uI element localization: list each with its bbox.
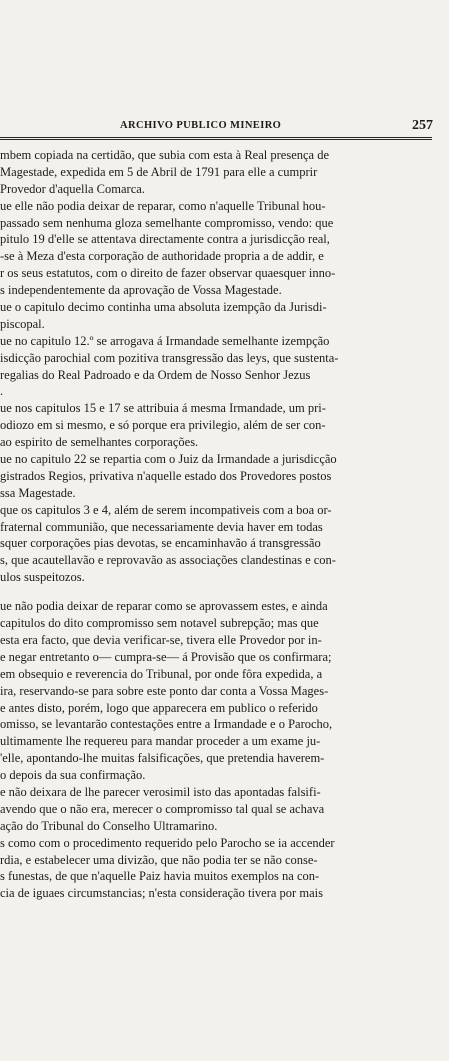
text-line: ao espirito de semelhantes corporações. xyxy=(0,435,199,450)
body-text xyxy=(0,147,440,902)
text-line: avendo que o não era, merecer o compromisso tal qual se achava xyxy=(0,801,325,816)
paragraph xyxy=(0,598,440,699)
text-line: odiozo em si mesmo, e só porque era privilegio, além de ser con- xyxy=(0,418,326,433)
text-line: rdia, e estabelecer uma divizão, que não podia ter se não conse- xyxy=(0,852,318,867)
page-number: 257 xyxy=(412,118,433,133)
paragraph-gap xyxy=(0,586,440,598)
text-line: mbem copiada na certidão, que subia com esta à Real presença de xyxy=(0,148,330,162)
text-line: r os seus estatutos, com o direito de fazer observar quaesquer inno- xyxy=(0,266,336,281)
text-line: s independentemente da aprovação de Vossa Magestade. xyxy=(0,283,282,298)
paragraph xyxy=(0,784,440,835)
text-line: squer corporações pias devotas, se encaminhavão á transgressão xyxy=(0,536,321,551)
text-line: ue no capitulo 22 se repartia com o Juiz da Irmandade a jurisdicção xyxy=(0,452,337,467)
paragraph xyxy=(0,299,440,333)
text-line: ue no capitulo 12.º se arrogava á Irmandade semelhante izempção xyxy=(0,333,330,348)
text-line: ultimamente lhe requereu para mandar proceder a um exame ju- xyxy=(0,734,321,749)
text-line: ulos suspeitozos. xyxy=(0,570,85,585)
text-line: e antes disto, porém, logo que apparecera em publico o referido xyxy=(0,700,318,715)
text-line: -se à Meza d'esta corporação de authoridade propria a de addir, e xyxy=(0,249,324,264)
paragraph xyxy=(0,198,440,299)
text-line: esta era facto, que devia verificar-se, tivera elle Provedor por in- xyxy=(0,632,322,647)
text-line: isdicção parochial com pozitiva transgressão das leys, que sustenta- xyxy=(0,350,339,365)
text-line: s como com o procedimento requerido pelo Parocho se ia accender xyxy=(0,835,335,850)
text-line: em obsequio e reverencia do Tribunal, por onde fôra expedida, a xyxy=(0,666,323,681)
paragraph xyxy=(0,400,440,451)
text-line: ue elle não podia deixar de reparar, como n'aquelle Tribunal hou- xyxy=(0,198,326,213)
paragraph xyxy=(0,333,440,401)
text-line: Magestade, expedida em 5 de Abril de 1791 para elle a cumprir xyxy=(0,164,318,179)
text-line: . xyxy=(0,384,4,399)
text-line: ação do Tribunal do Conselho Ultramarino. xyxy=(0,818,218,833)
text-line: piscopal. xyxy=(0,316,45,331)
text-line: s funestas, de que n'aquelle Paiz havia muitos exemplos na con- xyxy=(0,869,320,884)
text-line: capitulos do dito compromisso sem notavel subrepção; mas que xyxy=(0,616,319,631)
paragraph xyxy=(0,451,440,502)
text-line: pitulo 19 d'elle se attentava directamente contra a jurisdicção real, xyxy=(0,232,330,247)
text-line: ue o capitulo decimo continha uma absoluta izempção da Jurisdi- xyxy=(0,300,327,315)
text-line: ue nos capitulos 15 e 17 se attribuia á mesma Irmandade, um pri- xyxy=(0,401,326,416)
text-line: s, que acautellavão e reprovavão as associações clandestinas e con- xyxy=(0,553,336,568)
text-line: e negar entretanto o— cumpra-se— á Provisão que os confirmara; xyxy=(0,649,332,664)
header-rule xyxy=(0,137,432,140)
text-line: regalias do Real Padroado e da Ordem de Nosso Senhor Jezus xyxy=(0,367,311,382)
text-line: que os capitulos 3 e 4, além de serem incompativeis com a boa or- xyxy=(0,502,332,517)
text-line: 'elle, apontando-lhe muitas falsificações, que pretendia haverem- xyxy=(0,751,325,766)
paragraph xyxy=(0,502,440,586)
text-line: cia de iguaes circumstancias; n'esta consideração tivera por mais xyxy=(0,886,323,901)
text-line: ssa Magestade. xyxy=(0,485,76,500)
paragraph xyxy=(0,700,440,784)
running-title: ARCHIVO PUBLICO MINEIRO xyxy=(120,120,282,131)
paragraph xyxy=(0,835,440,903)
text-line: omisso, se levantarão contestações entre a Irmandade e o Parocho, xyxy=(0,717,333,732)
text-line: ira, reservando-se para sobre este ponto dar conta a Vossa Mages- xyxy=(0,683,329,698)
text-line: o depois da sua confirmação. xyxy=(0,768,146,783)
text-line: fraternal communião, que necessariamente devia haver em todas xyxy=(0,519,323,534)
text-line: e não deixara de lhe parecer verosimil isto das apontadas falsifi- xyxy=(0,784,321,799)
text-line: gistrados Regios, privativa n'aquelle estado dos Provedores postos xyxy=(0,468,332,483)
paragraph xyxy=(0,147,440,198)
text-line: Provedor d'aquella Comarca. xyxy=(0,181,145,196)
text-line: ue não podia deixar de reparar como se aprovassem estes, e ainda xyxy=(0,599,328,614)
text-line: passado sem nenhuma gloza semelhante compromisso, vendo: que xyxy=(0,215,334,230)
